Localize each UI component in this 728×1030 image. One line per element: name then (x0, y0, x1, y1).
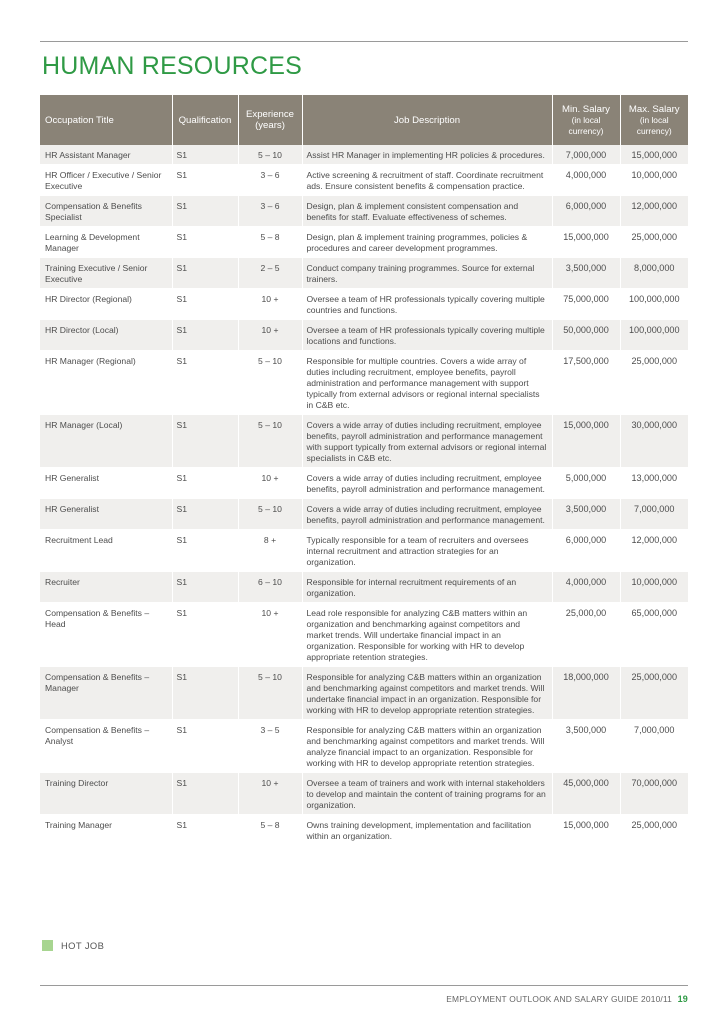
cell-description: Typically responsible for a team of recruiters and oversees internal recruitment and attraction strategies for an organization. (302, 530, 552, 572)
cell-max-salary: 10,000,000 (620, 165, 688, 196)
cell-experience: 5 – 8 (238, 227, 302, 258)
header-qualification: Qualification (172, 95, 238, 145)
table-row (40, 415, 688, 468)
cell-qualification: S1 (172, 499, 238, 530)
top-rule (40, 41, 688, 42)
cell-min-salary: 6,000,000 (552, 530, 620, 572)
cell-occupation: Training Director (40, 773, 172, 815)
cell-max-salary: 10,000,000 (620, 572, 688, 603)
cell-qualification: S1 (172, 415, 238, 468)
cell-qualification: S1 (172, 773, 238, 815)
header-experience-unit: (years) (255, 120, 285, 131)
table-row (40, 815, 688, 846)
header-min-salary (552, 95, 620, 145)
table-row (40, 499, 688, 530)
cell-occupation: Compensation & Benefits Specialist (40, 196, 172, 227)
cell-max-salary: 13,000,000 (620, 468, 688, 499)
cell-description: Lead role responsible for analyzing C&B matters within an organization and benchmarking against competitors and market trends. Will undertake financial impact in an organization. Responsible for working with HR to develop appropriate retention strategies. (302, 603, 552, 667)
cell-qualification: S1 (172, 145, 238, 165)
cell-min-salary: 18,000,000 (552, 667, 620, 720)
page-footer (446, 994, 688, 1004)
cell-qualification: S1 (172, 815, 238, 846)
cell-experience: 5 – 10 (238, 415, 302, 468)
cell-qualification: S1 (172, 351, 238, 415)
cell-min-salary: 4,000,000 (552, 165, 620, 196)
header-occupation: Occupation Title (40, 95, 172, 145)
salary-table (40, 95, 688, 846)
cell-description: Design, plan & implement consistent compensation and benefits for staff. Evaluate effectiveness of schemes. (302, 196, 552, 227)
cell-experience: 2 – 5 (238, 258, 302, 289)
cell-occupation: Training Manager (40, 815, 172, 846)
header-experience (238, 95, 302, 145)
cell-qualification: S1 (172, 572, 238, 603)
cell-occupation: Compensation & Benefits – Analyst (40, 720, 172, 773)
cell-max-salary: 100,000,000 (620, 289, 688, 320)
cell-experience: 10 + (238, 603, 302, 667)
cell-min-salary: 17,500,000 (552, 351, 620, 415)
cell-qualification: S1 (172, 258, 238, 289)
cell-max-salary: 25,000,000 (620, 667, 688, 720)
cell-min-salary: 3,500,000 (552, 499, 620, 530)
table-row (40, 667, 688, 720)
header-min-salary-unit: (in local currency) (568, 114, 604, 136)
cell-min-salary: 6,000,000 (552, 196, 620, 227)
table-row (40, 320, 688, 351)
cell-experience: 5 – 10 (238, 499, 302, 530)
cell-min-salary: 5,000,000 (552, 468, 620, 499)
cell-min-salary: 50,000,000 (552, 320, 620, 351)
table-row (40, 530, 688, 572)
cell-occupation: HR Director (Local) (40, 320, 172, 351)
cell-occupation: Training Executive / Senior Executive (40, 258, 172, 289)
table-row (40, 468, 688, 499)
table-row (40, 572, 688, 603)
cell-experience: 5 – 10 (238, 145, 302, 165)
cell-occupation: HR Assistant Manager (40, 145, 172, 165)
cell-max-salary: 12,000,000 (620, 196, 688, 227)
cell-max-salary: 12,000,000 (620, 530, 688, 572)
cell-min-salary: 4,000,000 (552, 572, 620, 603)
cell-occupation: Learning & Development Manager (40, 227, 172, 258)
cell-experience: 10 + (238, 320, 302, 351)
cell-occupation: Compensation & Benefits – Head (40, 603, 172, 667)
cell-description: Covers a wide array of duties including recruitment, employee benefits, payroll administration and performance management. (302, 468, 552, 499)
cell-max-salary: 25,000,000 (620, 227, 688, 258)
cell-qualification: S1 (172, 530, 238, 572)
cell-max-salary: 7,000,000 (620, 499, 688, 530)
table-row (40, 196, 688, 227)
hot-job-swatch (42, 940, 53, 951)
header-max-salary-label: Max. Salary (628, 103, 680, 115)
cell-occupation: HR Officer / Executive / Senior Executive (40, 165, 172, 196)
cell-max-salary: 70,000,000 (620, 773, 688, 815)
legend-label: HOT JOB (61, 940, 105, 951)
legend (42, 940, 104, 951)
table-row (40, 773, 688, 815)
cell-description: Responsible for internal recruitment requirements of an organization. (302, 572, 552, 603)
cell-max-salary: 8,000,000 (620, 258, 688, 289)
cell-occupation: Recruiter (40, 572, 172, 603)
cell-description: Owns training development, implementation and facilitation within an organization. (302, 815, 552, 846)
cell-description: Responsible for analyzing C&B matters within an organization and benchmarking against competitors and market trends. Will undertake financial impact in an organization. Responsible for working with HR to develop appropriate retention strategies. (302, 667, 552, 720)
table-row (40, 289, 688, 320)
cell-min-salary: 3,500,000 (552, 720, 620, 773)
cell-max-salary: 7,000,000 (620, 720, 688, 773)
cell-min-salary: 75,000,000 (552, 289, 620, 320)
cell-qualification: S1 (172, 165, 238, 196)
header-max-salary (620, 95, 688, 145)
page-title: HUMAN RESOURCES (42, 52, 302, 80)
cell-description: Responsible for analyzing C&B matters within an organization and benchmarking against competitors and market trends. Will analyze financial impact to an organization. Responsible for working with HR to develop appropriate retention strategies. (302, 720, 552, 773)
table-body (40, 145, 688, 846)
cell-min-salary: 25,000,00 (552, 603, 620, 667)
cell-experience: 5 – 8 (238, 815, 302, 846)
page-number: 19 (677, 994, 688, 1004)
cell-qualification: S1 (172, 289, 238, 320)
cell-experience: 10 + (238, 468, 302, 499)
cell-occupation: Compensation & Benefits – Manager (40, 667, 172, 720)
cell-qualification: S1 (172, 468, 238, 499)
cell-qualification: S1 (172, 227, 238, 258)
cell-min-salary: 15,000,000 (552, 815, 620, 846)
table-row (40, 165, 688, 196)
cell-occupation: HR Generalist (40, 499, 172, 530)
cell-description: Oversee a team of HR professionals typically covering multiple locations and functions. (302, 320, 552, 351)
footer-text: EMPLOYMENT OUTLOOK AND SALARY GUIDE 2010/11 (446, 994, 673, 1004)
cell-occupation: HR Generalist (40, 468, 172, 499)
cell-qualification: S1 (172, 603, 238, 667)
cell-occupation: HR Director (Regional) (40, 289, 172, 320)
cell-qualification: S1 (172, 320, 238, 351)
table-row (40, 603, 688, 667)
cell-occupation: HR Manager (Local) (40, 415, 172, 468)
cell-experience: 6 – 10 (238, 572, 302, 603)
table-header-row (40, 95, 688, 145)
cell-min-salary: 15,000,000 (552, 415, 620, 468)
cell-experience: 10 + (238, 773, 302, 815)
cell-experience: 3 – 5 (238, 720, 302, 773)
table-row (40, 227, 688, 258)
header-max-salary-unit: (in local currency) (636, 114, 672, 136)
cell-experience: 10 + (238, 289, 302, 320)
cell-experience: 5 – 10 (238, 351, 302, 415)
cell-max-salary: 30,000,000 (620, 415, 688, 468)
cell-occupation: Recruitment Lead (40, 530, 172, 572)
cell-max-salary: 15,000,000 (620, 145, 688, 165)
cell-max-salary: 65,000,000 (620, 603, 688, 667)
cell-experience: 3 – 6 (238, 165, 302, 196)
header-description: Job Description (302, 95, 552, 145)
cell-description: Active screening & recruitment of staff. Coordinate recruitment ads. Ensure consistent benefits & compensation practice. (302, 165, 552, 196)
cell-description: Covers a wide array of duties including recruitment, employee benefits, payroll administration and performance management. (302, 499, 552, 530)
cell-max-salary: 100,000,000 (620, 320, 688, 351)
cell-min-salary: 7,000,000 (552, 145, 620, 165)
cell-description: Covers a wide array of duties including recruitment, employee benefits, payroll administration and performance management with support typically from external advisors or regional internal specialists in C&B etc. (302, 415, 552, 468)
header-experience-label: Experience (246, 109, 294, 120)
cell-min-salary: 45,000,000 (552, 773, 620, 815)
header-min-salary-label: Min. Salary (562, 103, 610, 115)
cell-experience: 5 – 10 (238, 667, 302, 720)
cell-description: Design, plan & implement training programmes, policies & procedures and career development programmes. (302, 227, 552, 258)
cell-experience: 3 – 6 (238, 196, 302, 227)
cell-max-salary: 25,000,000 (620, 815, 688, 846)
cell-qualification: S1 (172, 720, 238, 773)
cell-description: Conduct company training programmes. Source for external trainers. (302, 258, 552, 289)
table-row (40, 351, 688, 415)
cell-description: Oversee a team of HR professionals typically covering multiple countries and functions. (302, 289, 552, 320)
table-row (40, 720, 688, 773)
bottom-rule (40, 985, 688, 986)
cell-description: Assist HR Manager in implementing HR policies & procedures. (302, 145, 552, 165)
table-row (40, 145, 688, 165)
cell-experience: 8 + (238, 530, 302, 572)
cell-min-salary: 3,500,000 (552, 258, 620, 289)
cell-qualification: S1 (172, 667, 238, 720)
cell-description: Oversee a team of trainers and work with internal stakeholders to develop and maintain the content of training programs for an organization. (302, 773, 552, 815)
cell-min-salary: 15,000,000 (552, 227, 620, 258)
cell-qualification: S1 (172, 196, 238, 227)
cell-description: Responsible for multiple countries. Covers a wide array of duties including recruitment, employee benefits, payroll administration and performance management with support typically from external advisors or regional internal specialists in C&B etc. (302, 351, 552, 415)
table-row (40, 258, 688, 289)
cell-max-salary: 25,000,000 (620, 351, 688, 415)
cell-occupation: HR Manager (Regional) (40, 351, 172, 415)
